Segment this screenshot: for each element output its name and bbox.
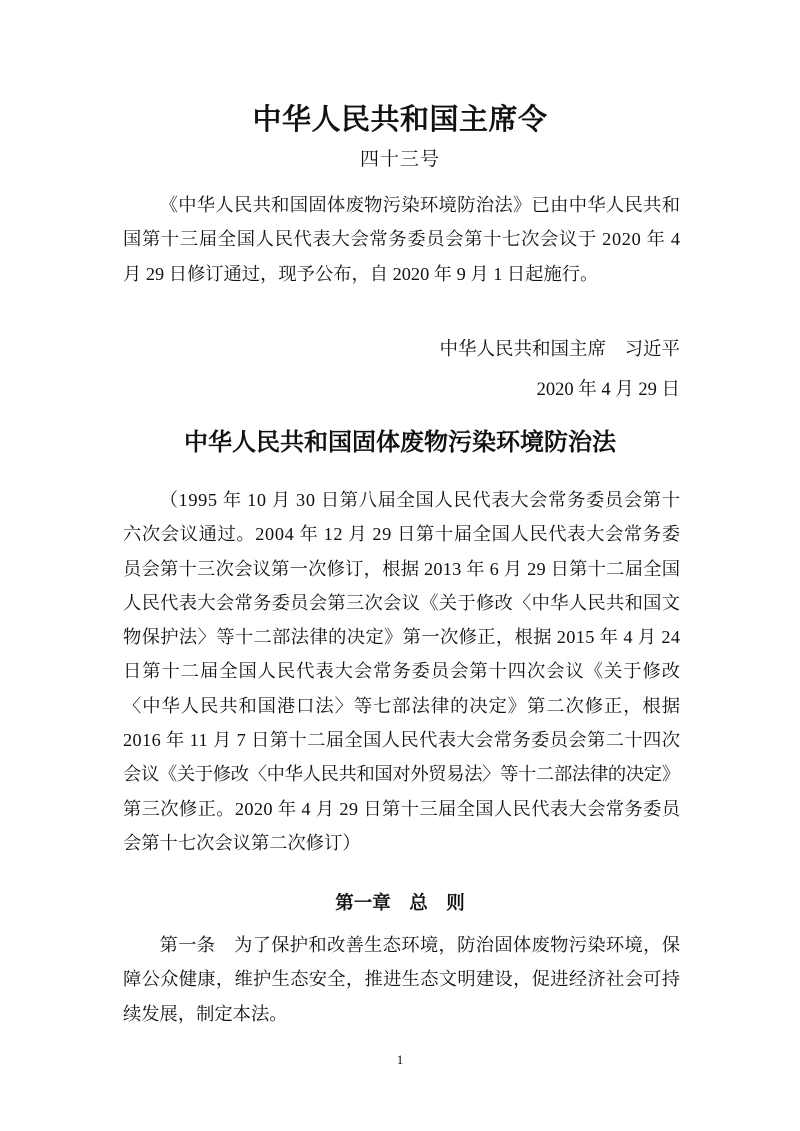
history-line [123,620,680,654]
history-line [123,483,680,517]
history-line [123,689,680,723]
decree-title: 中华人民共和国主席令 [252,104,548,136]
signature: 中华人民共和国主席 习近平 [439,340,680,360]
signature-block [123,333,680,413]
decree-line [123,188,680,222]
law-title: 中华人民共和国固体废物污染环境防治法 [184,429,616,456]
history-note [123,483,680,860]
history-line-text: 员会第十三次会议第一次修订，根据 2013 年 6 月 29 日第十二届全国 [123,558,681,579]
article-line [123,928,680,962]
history-line-text: 人民代表大会常务委员会第三次会议《关于修改〈中华人民共和国文 [123,592,681,613]
decree-line [123,222,680,256]
history-line [123,723,680,757]
history-line [123,826,680,860]
history-line-text: 〈中华人民共和国港口法〉等七部法律的决定》第二次修正，根据 [123,695,681,716]
history-line-text: 日第十二届全国人民代表大会常务委员会第十四次会议《关于修改 [123,661,681,682]
history-line [123,586,680,620]
article-line [123,997,680,1031]
history-line-text: 物保护法〉等十二部法律的决定》第一次修正，根据 2015 年 4 月 24 [123,627,681,648]
decree-order-number: 四十三号 [359,149,440,170]
history-line-text: 2016 年 11 月 7 日第十二届全国人民代表大会常务委员会第二十四次 [123,730,681,751]
page-number: 1 [396,1052,404,1067]
article-line-text: 障公众健康，维护生态安全，推进生态文明建设，促进经济社会可持 [123,969,681,990]
history-line-text: （1995 年 10 月 30 日第八届全国人民代表大会常务委员会第十 [159,490,681,510]
history-line [123,517,680,551]
decree-line-text: 月 29 日修订通过，现予公布，自 2020 年 9 月 1 日起施行。 [123,263,599,284]
history-line [123,757,680,791]
decree-line-text: 国第十三届全国人民代表大会常务委员会第十七次会议于 2020 年 4 [123,229,681,250]
decree-paragraph [123,188,680,291]
article-line-text: 续发展，制定本法。 [123,1003,288,1024]
history-line-text: 第三次修正。2020 年 4 月 29 日第十三届全国人民代表大会常务委员 [123,798,681,819]
history-line-text: 会议《关于修改〈中华人民共和国对外贸易法〉等十二部法律的决定》 [123,764,680,785]
history-line-text: 会第十七次会议第二次修订） [123,832,361,853]
history-line [123,552,680,586]
signature-date: 2020 年 4 月 29 日 [536,380,680,400]
decree-line-text: 《中华人民共和国固体废物污染环境防治法》已由中华人民共和 [159,195,681,215]
history-line [123,792,680,826]
history-line-text: 六次会议通过。2004 年 12 月 29 日第十届全国人民代表大会常务委 [123,524,681,545]
chapter-heading: 第一章 总 则 [335,892,465,913]
decree-line [123,257,680,291]
history-line [123,654,680,688]
article-1 [123,928,680,1031]
article-line-text: 第一条 为了保护和改善生态环境，防治固体废物污染环境，保 [159,935,681,955]
article-line [123,962,680,996]
